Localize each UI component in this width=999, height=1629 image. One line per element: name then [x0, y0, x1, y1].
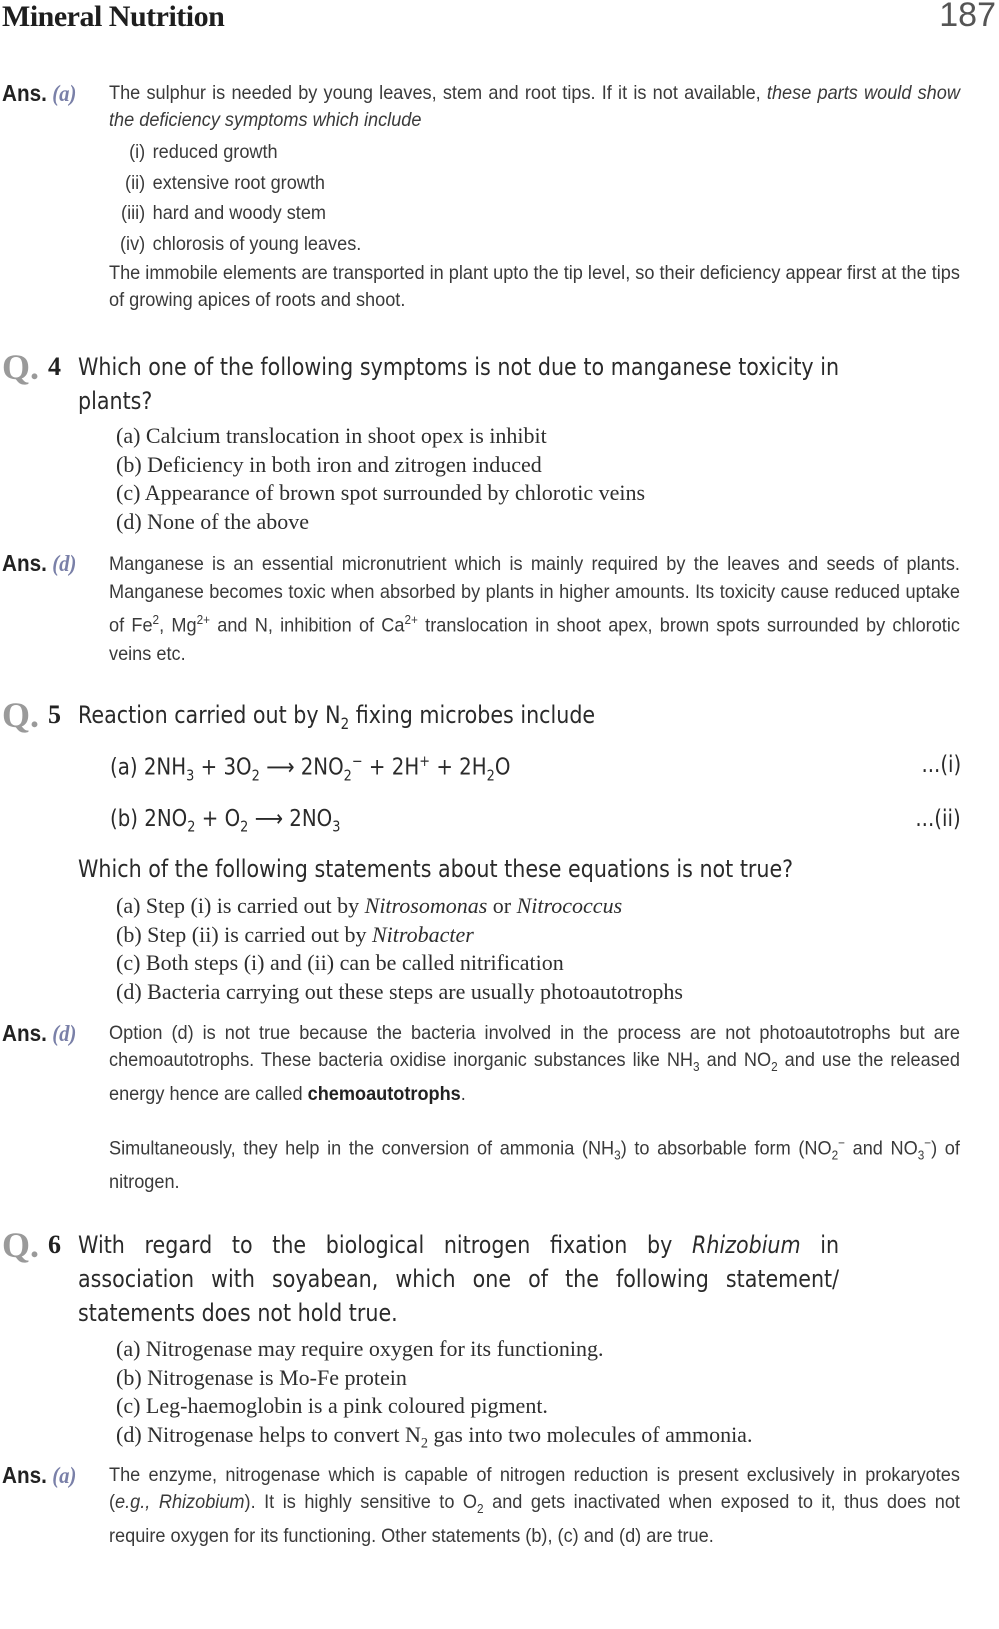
question-marker: Q.: [2, 695, 40, 735]
options-q5: [116, 892, 683, 1007]
answer-label-q4: Ans. (d): [2, 550, 77, 576]
equation-tag-i: ...(i): [921, 752, 961, 778]
chapter-title: Mineral Nutrition: [2, 0, 225, 33]
option-b: (b) Nitrogenase is Mo-Fe protein: [116, 1364, 407, 1390]
question-text-q6: With regard to the biological nitrogen fixation by Rhizobium in association with soyabean, which one of the following statement/ statements does not hold true.: [78, 1231, 840, 1327]
options-q6: [116, 1335, 752, 1458]
question-marker: Q.: [2, 347, 40, 387]
question-number: 5: [48, 700, 61, 729]
option-c: (c) Both steps (i) and (ii) can be called nitrification: [116, 950, 564, 976]
options-q4: [116, 422, 645, 537]
option-b: (b) Step (ii) is carried out by Nitrobacter: [116, 921, 474, 947]
answer-option: (a): [52, 81, 77, 106]
symptom-item: (iii) hard and woody stem: [121, 202, 327, 224]
option-a: (a) Calcium translocation in shoot opex is inhibit: [116, 423, 547, 448]
page-number: 187: [939, 0, 996, 34]
option-c: (c) Leg-haemoglobin is a pink coloured pigment.: [116, 1393, 548, 1419]
option-c: (c) Appearance of brown spot surrounded by chlorotic veins: [116, 480, 646, 506]
answer-note-q3: The immobile elements are transported in plant upto the tip level, so their deficiency appear first at the tips of growing apices of roots and shoot.: [109, 262, 960, 311]
answer-text-q5: Option (d) is not true because the bacteria involved in the process are not photoautotrophs but are chemoautotrophs. These bacteria oxidise inorganic substances like $NH_3$ and $NO_2$ and use the released energy hence are called chemoautotrophs.: [109, 1022, 960, 1105]
question-number: 4: [48, 352, 61, 381]
question-number: 6: [48, 1230, 61, 1259]
option-b: (b) Deficiency in both iron and zitrogen induced: [116, 451, 542, 477]
symptom-item: (iv) chlorosis of young leaves.: [120, 232, 362, 255]
answer-text-q4: Manganese is an essential micronutrient which is mainly required by the leaves and seeds of plants. Manganese becomes toxic when absorbed by plants in higher amounts. Its toxicity cause reduced uptake of Fe$^2$, $Mg^{2+}$ and N, inhibition of $Ca^{2+}$ translocation in shoot apex, brown spots surrounded by chlorotic veins etc.: [109, 553, 960, 665]
symptom-item: (i) reduced growth: [129, 141, 278, 163]
answer-text-q6: The enzyme, nitrogenase which is capable of nitrogen reduction is present exclusively in prokaryotes (e.g., Rhizobium). It is highly sensitive to $O_2$ and gets inactivated when exposed to it, thus does not require oxygen for its functioning. Other statements (b), (c) and (d) are true.: [109, 1464, 960, 1547]
answer-text-q5-p2: Simultaneously, they help in the conversion of ammonia $(NH_3)$ to absorbable form ($NO_2^-$ and $NO_3^-$) of nitrogen.: [109, 1136, 960, 1194]
answer-text-q3: The sulphur is needed by young leaves, stem and root tips. If it is not available, these parts would show the deficiency symptoms which include: [109, 82, 960, 131]
option-d: (d) None of the above: [116, 509, 310, 535]
question-marker: Q.: [2, 1225, 40, 1265]
symptom-list: [108, 137, 361, 259]
answer-label-q6: Ans. (a): [2, 1462, 77, 1488]
answer-label-q3: Ans. (a): [2, 80, 77, 106]
option-a: (a) Nitrogenase may require oxygen for its functioning.: [116, 1336, 604, 1361]
equation-a: (a) $2NH_3 + 3O_2$ ⟶ $2NO_2^- + 2H^+ + 2H_2O$: [110, 752, 511, 785]
equation-b: (b) $2NO_2 + O_2$ ⟶ $2NO_3$: [110, 806, 341, 836]
question-text-q4: Which one of the following symptoms is not due to manganese toxicity in plants?: [78, 353, 840, 415]
symptom-item: (ii) extensive root growth: [125, 171, 326, 194]
equation-tag-ii: ...(ii): [915, 806, 961, 832]
sub-question-q5: Which of the following statements about these equations is not true?: [78, 855, 794, 883]
option-d: (d) Bacteria carrying out these steps are usually photoautotrophs: [116, 979, 683, 1005]
option-d: (d) Nitrogenase helps to convert $N_2$ gas into two molecules of ammonia.: [116, 1422, 753, 1452]
question-text-q5: Reaction carried out by $N_2$ fixing microbes include: [78, 701, 596, 733]
answer-label-q5: Ans. (d): [2, 1020, 77, 1046]
option-a: (a) Step (i) is carried out by Nitrosomonas or Nitrococcus: [116, 893, 623, 918]
